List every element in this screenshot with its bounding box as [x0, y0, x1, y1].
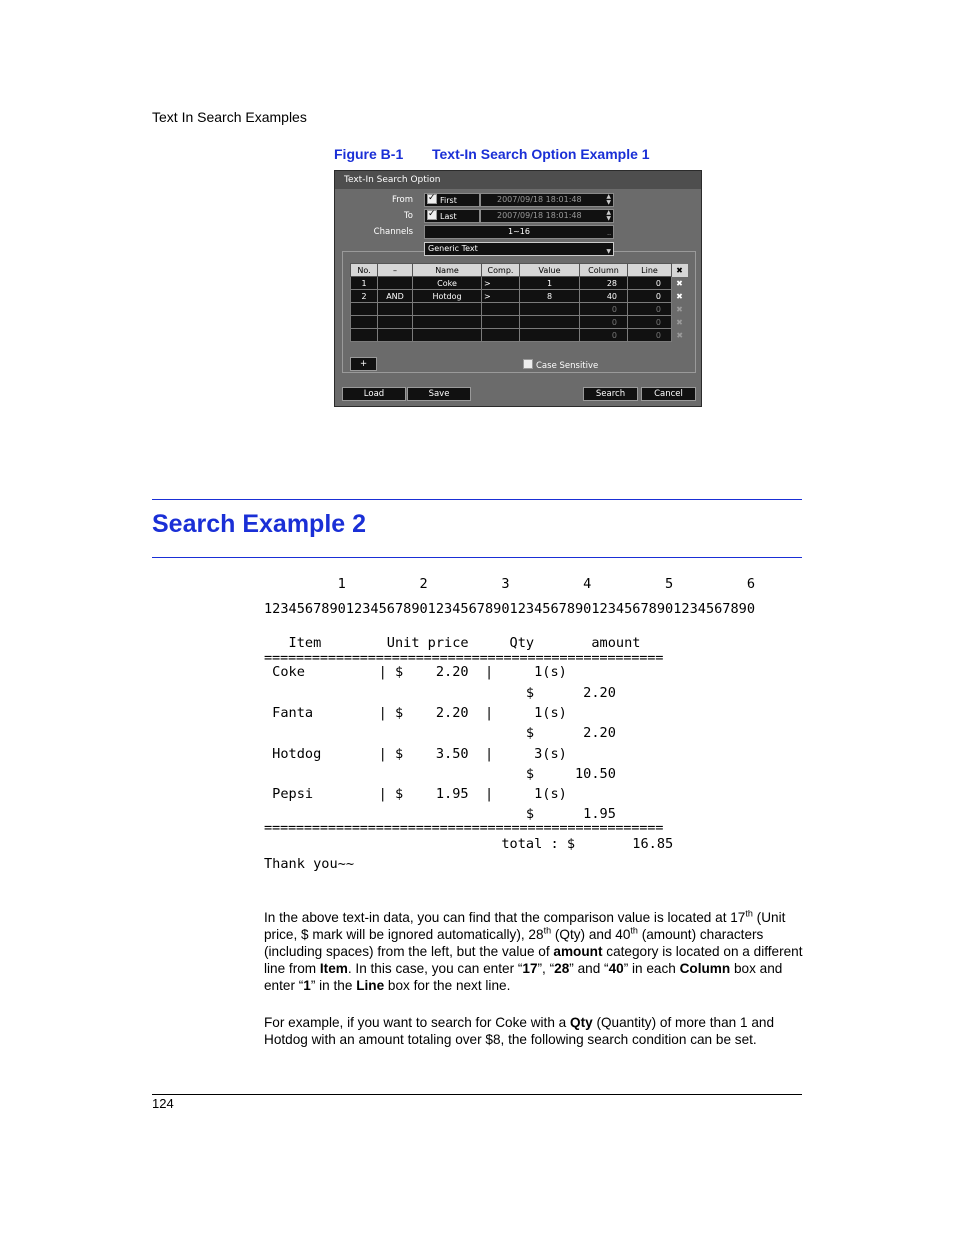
to-label: To — [404, 211, 413, 221]
receipt-separator: ================================================== — [264, 650, 664, 666]
ruler-units: 123456789012345678901234567890123456789012345678901234567890 — [264, 601, 756, 617]
col-comp: Comp. — [482, 264, 520, 277]
table-row — [351, 316, 688, 329]
receipt-line: Fanta | $ 2.20 | 1(s) — [264, 705, 567, 721]
section-title: Search Example 2 — [152, 510, 367, 538]
section-rule-top — [152, 499, 802, 500]
table-row — [351, 290, 688, 303]
row-value[interactable] — [520, 303, 580, 316]
row-operator[interactable] — [378, 303, 413, 316]
col-value: Value — [520, 264, 580, 277]
row-no — [351, 316, 378, 329]
first-label: First — [440, 196, 457, 205]
first-checkbox[interactable] — [427, 194, 437, 204]
col-operator: – — [378, 264, 413, 277]
row-name[interactable]: Hotdog — [413, 290, 482, 303]
figure-title: Text-In Search Option Example 1 — [432, 146, 650, 162]
col-no: No. — [351, 264, 378, 277]
from-label: From — [391, 195, 413, 205]
text-type-value: Generic Text — [428, 244, 478, 253]
page-number: 124 — [152, 1096, 174, 1111]
text-in-search-dialog — [334, 170, 702, 407]
delete-row-icon[interactable]: ✖ — [672, 316, 688, 329]
delete-row-icon[interactable]: ✖ — [672, 290, 688, 303]
running-head: Text In Search Examples — [152, 109, 307, 125]
ruler-tens: 1 2 3 4 5 6 — [264, 576, 756, 592]
add-condition-button[interactable]: + — [350, 357, 377, 371]
row-comp[interactable] — [482, 303, 520, 316]
row-operator[interactable]: AND — [378, 290, 413, 303]
chevron-down-icon: ▼ — [606, 248, 611, 255]
row-no: 1 — [351, 277, 378, 290]
row-column[interactable]: 0 — [580, 303, 628, 316]
receipt-thanks: Thank you~~ — [264, 856, 355, 872]
cancel-button[interactable]: Cancel — [641, 387, 696, 401]
row-column[interactable]: 0 — [580, 316, 628, 329]
row-line[interactable]: 0 — [628, 303, 672, 316]
channels-field[interactable] — [424, 225, 614, 239]
case-sensitive-option[interactable] — [521, 359, 598, 371]
row-comp[interactable] — [482, 316, 520, 329]
case-sensitive-label: Case Sensitive — [536, 361, 599, 371]
to-datetime: 2007/09/18 18:01:48 — [497, 211, 582, 220]
receipt-line: Coke | $ 2.20 | 1(s) — [264, 664, 567, 680]
row-name[interactable]: Coke — [413, 277, 482, 290]
receipt-line: $ 1.95 — [264, 806, 616, 822]
delete-row-icon[interactable]: ✖ — [672, 329, 688, 342]
last-checkbox[interactable] — [427, 210, 437, 220]
delete-row-icon[interactable]: ✖ — [672, 277, 688, 290]
row-value[interactable] — [520, 329, 580, 342]
example-paragraph: For example, if you want to search for Coke with a Qty (Quantity) of more than 1 and Hotdog with an amount totaling over $8, the following search condition can be set. — [264, 1015, 775, 1047]
section-rule-bottom — [152, 557, 802, 558]
col-column: Column — [580, 264, 628, 277]
receipt-line: Hotdog | $ 3.50 | 3(s) — [264, 746, 567, 762]
delete-all-icon[interactable]: ✖ — [672, 264, 688, 277]
save-button[interactable]: Save — [407, 387, 471, 401]
table-row — [351, 277, 688, 290]
row-comp[interactable]: > — [482, 290, 520, 303]
receipt-line: $ 2.20 — [264, 685, 616, 701]
row-name[interactable] — [413, 316, 482, 329]
row-no — [351, 303, 378, 316]
row-line[interactable]: 0 — [628, 277, 672, 290]
row-value[interactable] — [520, 316, 580, 329]
row-column[interactable]: 28 — [580, 277, 628, 290]
row-no: 2 — [351, 290, 378, 303]
explanation-paragraph: In the above text-in data, you can find that the comparison value is located at 17th (Unit price, $ mark will be ignored automatically), 28th (Qty) and 40th (amount) characters (including spaces) from the left, but the value of amount category is located on a different line from Item. In this case, you can enter “17”, “28” and “40” in each Column box and enter “1” in the Line box for the next line. — [264, 908, 803, 993]
row-comp[interactable] — [482, 329, 520, 342]
table-row — [351, 329, 688, 342]
row-operator[interactable] — [378, 277, 413, 290]
receipt-line: $ 10.50 — [264, 766, 616, 782]
dialog-title: Text-In Search Option — [335, 171, 701, 189]
row-line[interactable]: 0 — [628, 329, 672, 342]
to-spinner-icon[interactable]: ▲ ▼ — [606, 209, 611, 222]
text-type-dropdown[interactable] — [424, 242, 614, 256]
from-datetime-field[interactable] — [480, 193, 614, 207]
to-last-toggle[interactable] — [424, 209, 480, 223]
receipt-separator: ================================================== — [264, 820, 664, 836]
row-name[interactable] — [413, 303, 482, 316]
last-label: Last — [440, 212, 457, 221]
from-datetime: 2007/09/18 18:01:48 — [497, 195, 582, 204]
to-datetime-field[interactable] — [480, 209, 614, 223]
search-button[interactable]: Search — [583, 387, 638, 401]
footer-rule — [152, 1094, 802, 1095]
row-operator[interactable] — [378, 316, 413, 329]
row-line[interactable]: 0 — [628, 316, 672, 329]
row-column[interactable]: 40 — [580, 290, 628, 303]
receipt-line: $ 2.20 — [264, 725, 616, 741]
channels-value: 1~16 — [508, 227, 530, 236]
channels-label: Channels — [373, 227, 413, 237]
row-name[interactable] — [413, 329, 482, 342]
channels-ellipsis-icon: .. — [607, 230, 611, 237]
row-no — [351, 329, 378, 342]
figure-number: Figure B-1 — [334, 146, 404, 162]
case-sensitive-checkbox[interactable] — [523, 359, 533, 369]
condition-table — [350, 263, 688, 342]
row-line[interactable]: 0 — [628, 290, 672, 303]
table-row — [351, 303, 688, 316]
row-column[interactable]: 0 — [580, 329, 628, 342]
col-line: Line — [628, 264, 672, 277]
load-button[interactable]: Load — [342, 387, 406, 401]
delete-row-icon[interactable]: ✖ — [672, 303, 688, 316]
receipt-total: total : $ 16.85 — [264, 836, 674, 852]
col-name: Name — [413, 264, 482, 277]
receipt-header: Item Unit price Qty amount — [264, 635, 641, 651]
row-comp[interactable]: > — [482, 277, 520, 290]
from-spinner-icon[interactable]: ▲ ▼ — [606, 193, 611, 206]
receipt-line: Pepsi | $ 1.95 | 1(s) — [264, 786, 567, 802]
row-value[interactable]: 8 — [520, 290, 580, 303]
row-operator[interactable] — [378, 329, 413, 342]
from-first-toggle[interactable] — [424, 193, 480, 207]
row-value[interactable]: 1 — [520, 277, 580, 290]
